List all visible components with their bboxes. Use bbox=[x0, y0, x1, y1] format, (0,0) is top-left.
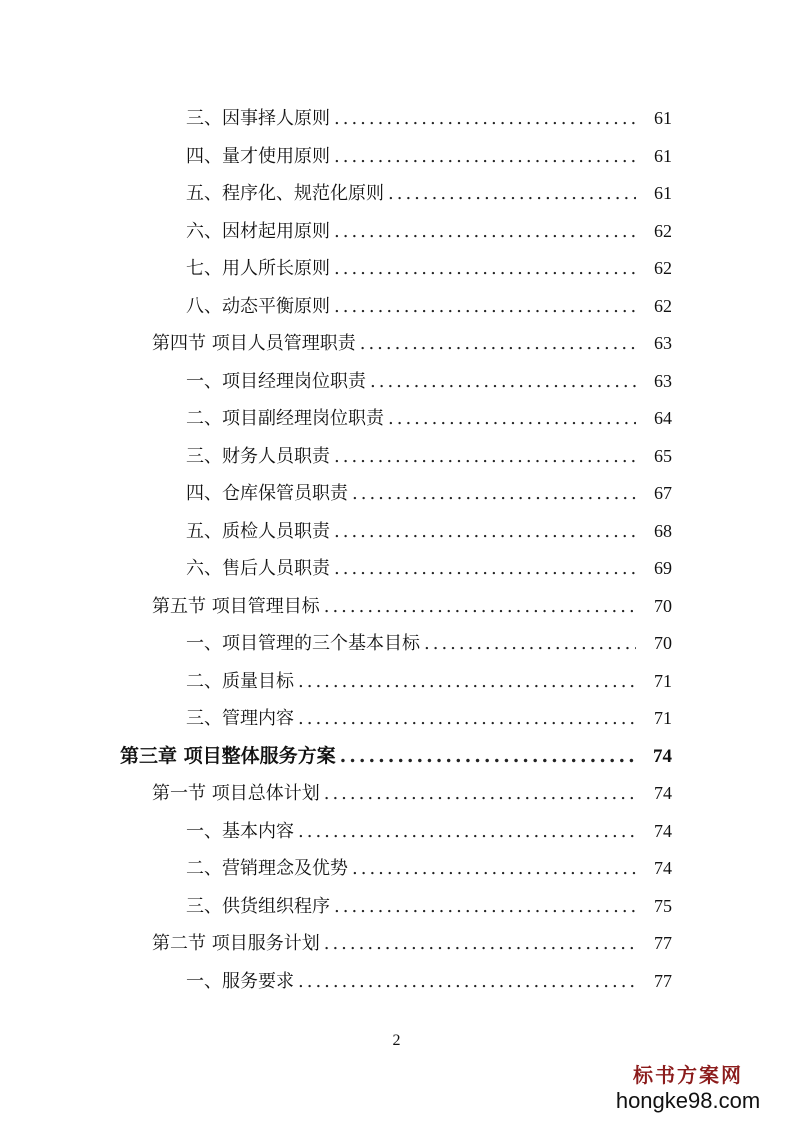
toc-entry-page: 64 bbox=[654, 408, 672, 428]
toc-entry-page: 70 bbox=[654, 595, 672, 616]
toc-entry-label: 一、服务要求 bbox=[186, 970, 294, 992]
toc-dot-leader bbox=[334, 213, 636, 251]
toc-entry[interactable] bbox=[0, 325, 793, 363]
toc-entry-page: 71 bbox=[654, 670, 672, 691]
toc-entry-page: 63 bbox=[654, 370, 672, 391]
toc-dot-leader bbox=[370, 363, 636, 401]
toc-entry-label: 第二节 项目服务计划 bbox=[152, 933, 320, 954]
toc-entry[interactable] bbox=[0, 963, 793, 1001]
toc-entry-page: 61 bbox=[654, 183, 672, 203]
toc-entry-page: 68 bbox=[654, 520, 672, 541]
toc-entry-page: 67 bbox=[654, 483, 672, 503]
toc-entry-label: 四、量才使用原则 bbox=[186, 145, 330, 167]
toc-entry[interactable] bbox=[0, 475, 793, 513]
toc-dot-leader bbox=[334, 888, 636, 926]
toc-entry-page: 69 bbox=[654, 558, 672, 578]
toc-dot-leader bbox=[352, 850, 636, 888]
toc-entry-label: 五、程序化、规范化原则 bbox=[186, 183, 384, 204]
toc-dot-leader bbox=[334, 250, 636, 288]
toc-dot-leader bbox=[334, 288, 636, 326]
toc-entry[interactable] bbox=[0, 663, 793, 701]
toc-entry-label: 第一节 项目总体计划 bbox=[152, 783, 320, 804]
watermark-en-text: hongke98.com bbox=[615, 1088, 761, 1113]
toc-entry[interactable] bbox=[0, 850, 793, 888]
toc-dot-leader bbox=[352, 475, 636, 513]
toc-entry[interactable] bbox=[0, 400, 793, 438]
toc-entry-label: 二、项目副经理岗位职责 bbox=[186, 408, 384, 429]
toc-dot-leader bbox=[424, 625, 636, 663]
toc-entry-label: 第三章 项目整体服务方案 bbox=[120, 744, 336, 767]
toc-entry[interactable] bbox=[0, 700, 793, 738]
toc-entry[interactable] bbox=[0, 100, 793, 138]
toc-entry-page: 62 bbox=[654, 258, 672, 278]
toc-dot-leader bbox=[324, 775, 636, 813]
toc-dot-leader bbox=[360, 325, 636, 363]
toc-entry-label: 二、营销理念及优势 bbox=[186, 858, 348, 879]
toc-entry-page: 74 bbox=[654, 858, 672, 878]
toc-entry-page: 77 bbox=[654, 933, 672, 953]
toc-dot-leader bbox=[334, 138, 636, 176]
toc-entry-label: 三、供货组织程序 bbox=[186, 895, 330, 917]
toc-dot-leader bbox=[334, 438, 636, 476]
toc-entry-label: 第五节 项目管理目标 bbox=[152, 595, 320, 617]
toc-entry-page: 74 bbox=[654, 820, 672, 841]
toc-entry[interactable] bbox=[0, 288, 793, 326]
toc-entry-page: 77 bbox=[654, 970, 672, 991]
toc-entry-label: 六、售后人员职责 bbox=[186, 558, 330, 579]
toc-dot-leader bbox=[334, 550, 636, 588]
toc-entry-label: 四、仓库保管员职责 bbox=[186, 483, 348, 504]
toc-dot-leader bbox=[298, 813, 636, 851]
toc-entry[interactable] bbox=[0, 888, 793, 926]
toc-entry[interactable] bbox=[0, 250, 793, 288]
toc-entry-label: 八、动态平衡原则 bbox=[186, 295, 330, 317]
page-number: 2 bbox=[392, 1032, 401, 1049]
toc-dot-leader bbox=[324, 588, 636, 626]
toc-entry[interactable] bbox=[0, 588, 793, 626]
toc-entry-label: 五、质检人员职责 bbox=[186, 520, 330, 542]
toc-entry-label: 三、管理内容 bbox=[186, 708, 294, 729]
toc-entry-page: 70 bbox=[654, 633, 672, 653]
toc-entry-label: 三、财务人员职责 bbox=[186, 445, 330, 467]
toc-dot-leader bbox=[298, 700, 636, 738]
toc-entry-label: 七、用人所长原则 bbox=[186, 258, 330, 279]
toc-entry[interactable] bbox=[0, 138, 793, 176]
toc-entry-page: 62 bbox=[654, 295, 672, 316]
toc-entry-page: 61 bbox=[654, 145, 672, 166]
watermark-cn-text: 标书方案网 bbox=[633, 1063, 743, 1087]
toc-entry[interactable] bbox=[0, 363, 793, 401]
toc-entry[interactable] bbox=[0, 213, 793, 251]
toc-dot-leader bbox=[334, 100, 636, 138]
toc-dot-leader bbox=[388, 400, 636, 438]
toc-entry-page: 63 bbox=[654, 333, 672, 353]
toc-entry-label: 二、质量目标 bbox=[186, 670, 294, 692]
toc-entry[interactable] bbox=[0, 813, 793, 851]
toc-entry[interactable] bbox=[0, 775, 793, 813]
toc-dot-leader bbox=[298, 663, 636, 701]
toc-entry-page: 62 bbox=[654, 220, 672, 241]
toc-entry[interactable] bbox=[0, 738, 793, 776]
toc-entry-page: 75 bbox=[654, 895, 672, 916]
toc-dot-leader bbox=[324, 925, 636, 963]
toc-entry[interactable] bbox=[0, 550, 793, 588]
toc-entry-label: 三、因事择人原则 bbox=[186, 108, 330, 129]
table-of-contents bbox=[0, 100, 793, 1000]
toc-entry-page: 71 bbox=[654, 708, 672, 728]
toc-entry[interactable] bbox=[0, 925, 793, 963]
toc-entry-label: 六、因材起用原则 bbox=[186, 220, 330, 242]
toc-dot-leader bbox=[334, 513, 636, 551]
toc-dot-leader bbox=[298, 963, 636, 1001]
toc-entry-page: 74 bbox=[654, 783, 672, 803]
toc-dot-leader bbox=[388, 175, 636, 213]
toc-entry[interactable] bbox=[0, 175, 793, 213]
toc-entry-page: 65 bbox=[654, 445, 672, 466]
toc-entry-label: 一、基本内容 bbox=[186, 820, 294, 842]
toc-dot-leader bbox=[340, 738, 636, 776]
toc-entry-page: 74 bbox=[653, 745, 672, 767]
toc-entry-page: 61 bbox=[654, 108, 672, 128]
toc-entry[interactable] bbox=[0, 625, 793, 663]
toc-entry-label: 一、项目管理的三个基本目标 bbox=[186, 633, 420, 654]
toc-entry-label: 第四节 项目人员管理职责 bbox=[152, 333, 356, 354]
toc-entry-label: 一、项目经理岗位职责 bbox=[186, 370, 366, 392]
toc-entry[interactable] bbox=[0, 438, 793, 476]
toc-entry[interactable] bbox=[0, 513, 793, 551]
watermark-logo bbox=[603, 1062, 773, 1114]
